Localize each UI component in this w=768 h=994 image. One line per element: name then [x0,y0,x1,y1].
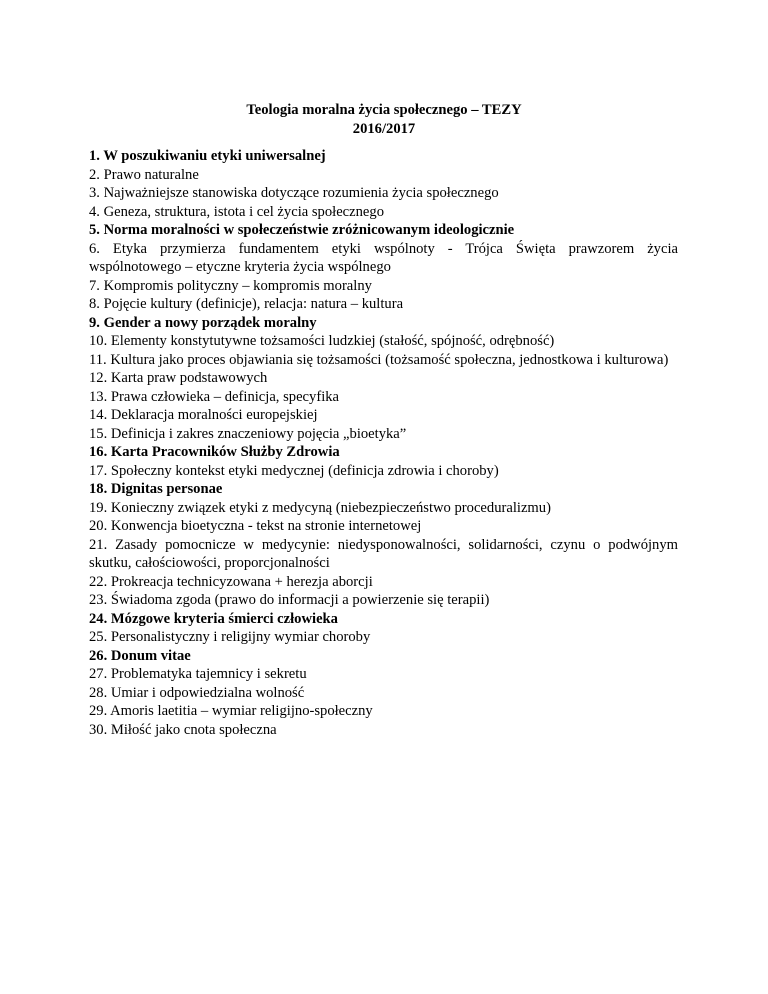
thesis-item: 21. Zasady pomocnicze w medycynie: niedysponowalności, solidarności, czynu o podwójnym skutku, całościowości, proporcjonalności [89,536,678,571]
thesis-item: 30. Miłość jako cnota społeczna [89,721,277,738]
thesis-item: 11. Kultura jako proces objawiania się tożsamości (tożsamość społeczna, jednostkowa i kulturowa) [89,351,669,368]
thesis-item: 10. Elementy konstytutywne tożsamości ludzkiej (stałość, spójność, odrębność) [89,333,555,349]
document-title: Teologia moralna życia społecznego – TEZY [246,102,522,118]
thesis-item: 14. Deklaracja moralności europejskiej [89,407,318,423]
thesis-item: 19. Konieczny związek etyki z medycyną (niebezpieczeństwo proceduralizmu) [89,499,551,516]
thesis-item: 29. Amoris laetitia – wymiar religijno-społeczny [89,703,373,719]
thesis-item: 2. Prawo naturalne [89,166,199,183]
thesis-item: 1. W poszukiwaniu etyki uniwersalnej [89,148,326,164]
academic-year: 2016/2017 [352,120,416,137]
thesis-item: 18. Dignitas personae [89,481,223,497]
thesis-item: 23. Świadoma zgoda (prawo do informacji a powierzenie się terapii) [89,592,490,608]
thesis-item: 17. Społeczny kontekst etyki medycznej (definicja zdrowia i choroby) [89,462,499,479]
thesis-item: 13. Prawa człowieka – definicja, specyfika [89,388,340,405]
thesis-item: 28. Umiar i odpowiedzialna wolność [89,684,305,701]
thesis-item: 8. Pojęcie kultury (definicje), relacja: natura – kultura [89,296,404,312]
thesis-item: 12. Karta praw podstawowych [89,370,268,386]
thesis-item: 27. Problematyka tajemnicy i sekretu [89,666,307,682]
thesis-list [89,147,678,739]
thesis-item: 5. Norma moralności w społeczeństwie zróżnicowanym ideologicznie [89,222,515,238]
thesis-item: 26. Donum vitae [89,647,191,664]
thesis-item: 15. Definicja i zakres znaczeniowy pojęcia „bioetyka” [89,425,407,442]
thesis-item: 4. Geneza, struktura, istota i cel życia społecznego [89,203,384,220]
document-header [0,101,768,138]
thesis-item: 9. Gender a nowy porządek moralny [89,314,317,331]
thesis-item: 20. Konwencja bioetyczna - tekst na stronie internetowej [89,518,422,534]
thesis-item: 3. Najważniejsze stanowiska dotyczące rozumienia życia społecznego [89,185,499,201]
thesis-item: 6. Etyka przymierza fundamentem etyki wspólnoty - Trójca Święta prawzorem życia wspólnotowego – etyczne kryteria życia wspólnego [89,240,678,275]
thesis-item: 22. Prokreacja technicyzowana + herezja aborcji [89,573,373,590]
thesis-item: 24. Mózgowe kryteria śmierci człowieka [89,610,338,627]
thesis-item: 25. Personalistyczny i religijny wymiar choroby [89,629,371,645]
thesis-item: 7. Kompromis polityczny – kompromis moralny [89,277,372,294]
thesis-item: 16. Karta Pracowników Służby Zdrowia [89,444,340,460]
